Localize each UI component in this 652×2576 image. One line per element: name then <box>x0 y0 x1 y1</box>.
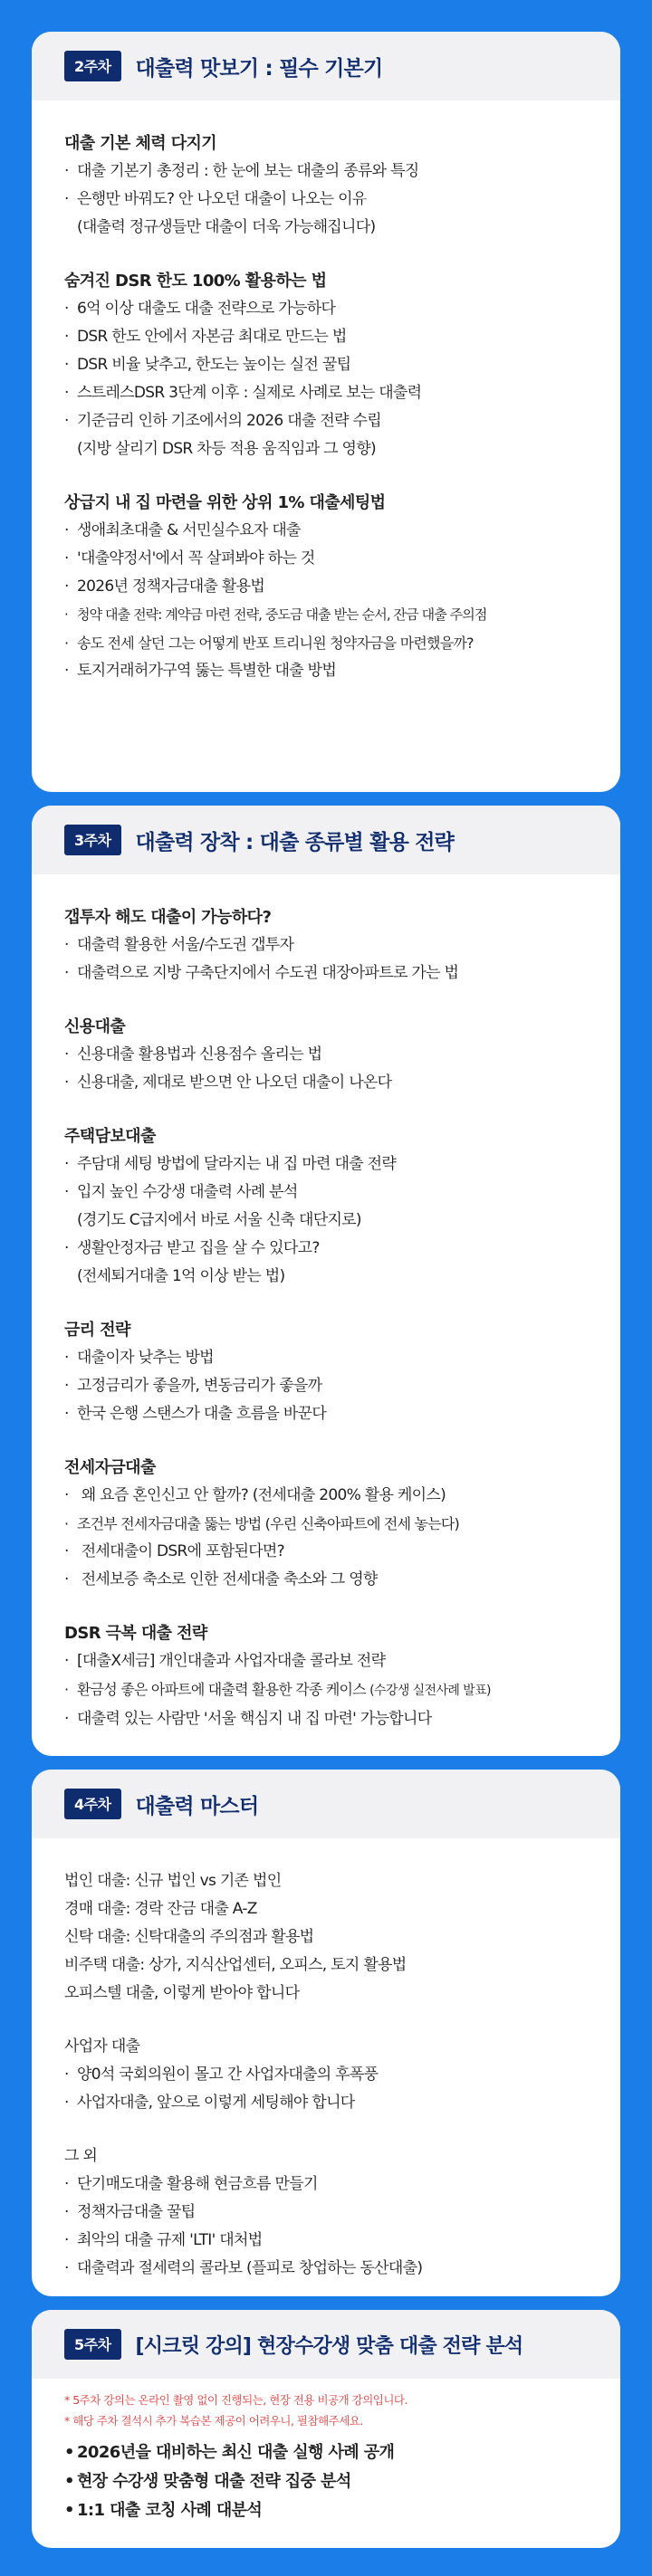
list-note: (대출력 정규생들만 대출이 더욱 가능해집니다) <box>77 218 376 236</box>
list-item: · 생활안정자금 받고 집을 살 수 있다고? <box>64 1239 320 1257</box>
week-badge: 3주차 <box>64 825 121 855</box>
list-item: · 대출이자 낮추는 방법 <box>64 1349 214 1367</box>
curriculum-section <box>64 1122 588 1291</box>
week3-card <box>32 806 620 1756</box>
section-title: 그 외 <box>64 2147 98 2165</box>
curriculum-section <box>64 1867 588 2008</box>
list-item: · 기준금리 인하 기조에서의 2026 대출 전략 수립 <box>64 412 381 430</box>
curriculum-section <box>64 1013 588 1097</box>
list-item: · 고정금리가 좋을까, 변동금리가 좋을까 <box>64 1377 322 1395</box>
week-title: [시크릿 강의] 현장수강생 맞춤 대출 전략 분석 <box>135 2334 523 2358</box>
week-title: 대출력 장착 : 대출 종류별 활용 전략 <box>135 830 455 854</box>
list-line: 신탁 대출: 신탁대출의 주의점과 활용법 <box>64 1928 314 1946</box>
list-item: · 전세보증 축소로 인한 전세대출 축소와 그 영향 <box>64 1570 378 1589</box>
list-item: · 스트레스DSR 3단계 이후 : 실제로 사례로 보는 대출력 <box>64 384 422 402</box>
list-line: 경매 대출: 경락 잔금 대출 A-Z <box>64 1900 257 1918</box>
list-item: · 대출력으로 지방 구축단지에서 수도권 대장아파트로 가는 법 <box>64 964 459 982</box>
list-item: · 주담대 세팅 방법에 달라지는 내 집 마련 대출 전략 <box>64 1155 397 1173</box>
week3-body <box>32 874 620 1733</box>
list-item: · 청약 대출 전략: 계약금 마련 전략, 중도금 대출 받는 순서, 잔금 대출 주의점 <box>64 606 487 623</box>
curriculum-section <box>64 2142 588 2283</box>
week2-body <box>32 100 620 685</box>
week-title: 대출력 맛보기 : 필수 기본기 <box>135 56 383 81</box>
week4-body <box>32 1838 620 2283</box>
section-title: 갭투자 해도 대출이 가능하다? <box>64 908 272 927</box>
week-title: 대출력 마스터 <box>135 1794 259 1818</box>
list-item: · 한국 은행 스탠스가 대출 흐름을 바꾼다 <box>64 1405 327 1423</box>
list-item: · 최악의 대출 규제 'LTI' 대처법 <box>64 2231 263 2249</box>
list-item: · 사업자대출, 앞으로 이렇게 세팅해야 합니다 <box>64 2094 355 2112</box>
list-item: · 신용대출 활용법과 신용점수 올리는 법 <box>64 1045 322 1064</box>
list-item: · 전세대출이 DSR에 포함된다면? <box>64 1542 284 1560</box>
curriculum-section <box>64 267 588 463</box>
week5-card <box>32 2310 620 2548</box>
section-title: 신용대출 <box>64 1017 126 1036</box>
list-item: · 환금성 좋은 아파트에 대출력 활용한 각종 케이스 (수강생 실전사례 발표) <box>64 1681 491 1698</box>
curriculum-section <box>64 1454 588 1594</box>
curriculum-section <box>64 2033 588 2117</box>
list-item: · 양0석 국회의원이 몰고 간 사업자대출의 후폭풍 <box>64 2066 379 2084</box>
week-badge: 5주차 <box>64 2329 121 2360</box>
list-item: · '대출약정서'에서 꼭 살펴봐야 하는 것 <box>64 549 315 568</box>
list-item: · 2026년 정책자금대출 활용법 <box>64 577 265 596</box>
list-item: · 입지 높인 수강생 대출력 사례 분석 <box>64 1183 298 1201</box>
week3-header <box>32 806 620 874</box>
list-item: • 현장 수강생 맞춤형 대출 전략 집중 분석 <box>64 2472 351 2491</box>
list-item: • 1:1 대출 코칭 사례 대분석 <box>64 2501 263 2520</box>
curriculum-section <box>64 1619 588 1733</box>
list-item: · 6억 이상 대출도 대출 전략으로 가능하다 <box>64 300 336 318</box>
section-title: 주택담보대출 <box>64 1127 156 1146</box>
list-item: • 2026년을 대비하는 최신 대출 실행 사례 공개 <box>64 2443 395 2462</box>
section-title: 숨겨진 DSR 한도 100% 활용하는 법 <box>64 272 327 291</box>
week4-card <box>32 1770 620 2296</box>
list-item: · 대출력 활용한 서울/수도권 갭투자 <box>64 936 294 954</box>
week2-header <box>32 32 620 100</box>
list-item: · 단기매도대출 활용해 현금흐름 만들기 <box>64 2175 318 2193</box>
curriculum-section <box>64 903 588 987</box>
week5-header <box>32 2310 620 2379</box>
list-item: · 대출력 있는 사람만 '서울 핵심지 내 집 마련' 가능합니다 <box>64 1710 432 1728</box>
list-item: · 신용대출, 제대로 받으면 안 나오던 대출이 나온다 <box>64 1073 392 1092</box>
curriculum-section <box>64 129 588 242</box>
week4-header <box>32 1770 620 1838</box>
week-badge: 4주차 <box>64 1789 121 1819</box>
list-item: · DSR 비율 낮추고, 한도는 높이는 실전 꿀팁 <box>64 356 351 374</box>
section-title: DSR 극복 대출 전략 <box>64 1624 207 1643</box>
list-item: · [대출X세금] 개인대출과 사업자대출 콜라보 전략 <box>64 1652 386 1670</box>
list-item: · 대출 기본기 총정리 : 한 눈에 보는 대출의 종류와 특징 <box>64 162 419 180</box>
section-title: 금리 전략 <box>64 1321 130 1340</box>
list-item: · 조건부 전세자금대출 뚫는 방법 (우린 신축아파트에 전세 놓는다) <box>64 1515 459 1532</box>
list-item: · 송도 전세 살던 그는 어떻게 반포 트리니원 청약자금을 마련했을까? <box>64 634 474 652</box>
list-note: (지방 살리기 DSR 차등 적용 움직임과 그 영향) <box>77 440 376 458</box>
section-title: 전세자금대출 <box>64 1458 156 1477</box>
list-item: · 정책자금대출 꿀팁 <box>64 2203 196 2221</box>
list-item: · 생애최초대출 & 서민실수요자 대출 <box>64 521 301 539</box>
list-item: · 토지거래허가구역 뚫는 특별한 대출 방법 <box>64 662 337 680</box>
warning-note: * 해당 주차 결석시 추가 복습본 제공이 어려우니, 필참해주세요. <box>64 2414 363 2428</box>
list-item: · 은행만 바꿔도? 안 나오던 대출이 나오는 이유 <box>64 190 367 208</box>
section-title: 상급지 내 집 마련을 위한 상위 1% 대출세팅법 <box>64 493 386 512</box>
list-line: 오피스텔 대출, 이렇게 받아야 합니다 <box>64 1984 300 2002</box>
week-badge: 2주차 <box>64 51 121 81</box>
section-title: 대출 기본 체력 다지기 <box>64 134 217 153</box>
curriculum-section <box>64 1316 588 1428</box>
list-item: · 왜 요즘 혼인신고 안 할까? (전세대출 200% 활용 케이스) <box>64 1486 446 1504</box>
list-line: 법인 대출: 신규 법인 vs 기존 법인 <box>64 1872 282 1890</box>
list-note: (전세퇴거대출 1억 이상 받는 법) <box>77 1267 285 1285</box>
list-item: · 대출력과 절세력의 콜라보 (플피로 창업하는 동산대출) <box>64 2259 423 2277</box>
section-title: 사업자 대출 <box>64 2037 140 2056</box>
week2-card <box>32 32 620 792</box>
curriculum-section <box>64 489 588 685</box>
list-line: 비주택 대출: 상가, 지식산업센터, 오피스, 토지 활용법 <box>64 1956 407 1974</box>
week5-body <box>32 2379 620 2525</box>
warning-note: * 5주차 강의는 온라인 촬영 없이 진행되는, 현장 전용 비공개 강의입니다. <box>64 2393 408 2407</box>
list-item: · DSR 한도 안에서 자본금 최대로 만드는 법 <box>64 328 347 346</box>
list-note: (경기도 C급지에서 바로 서울 신축 대단지로) <box>77 1211 361 1229</box>
